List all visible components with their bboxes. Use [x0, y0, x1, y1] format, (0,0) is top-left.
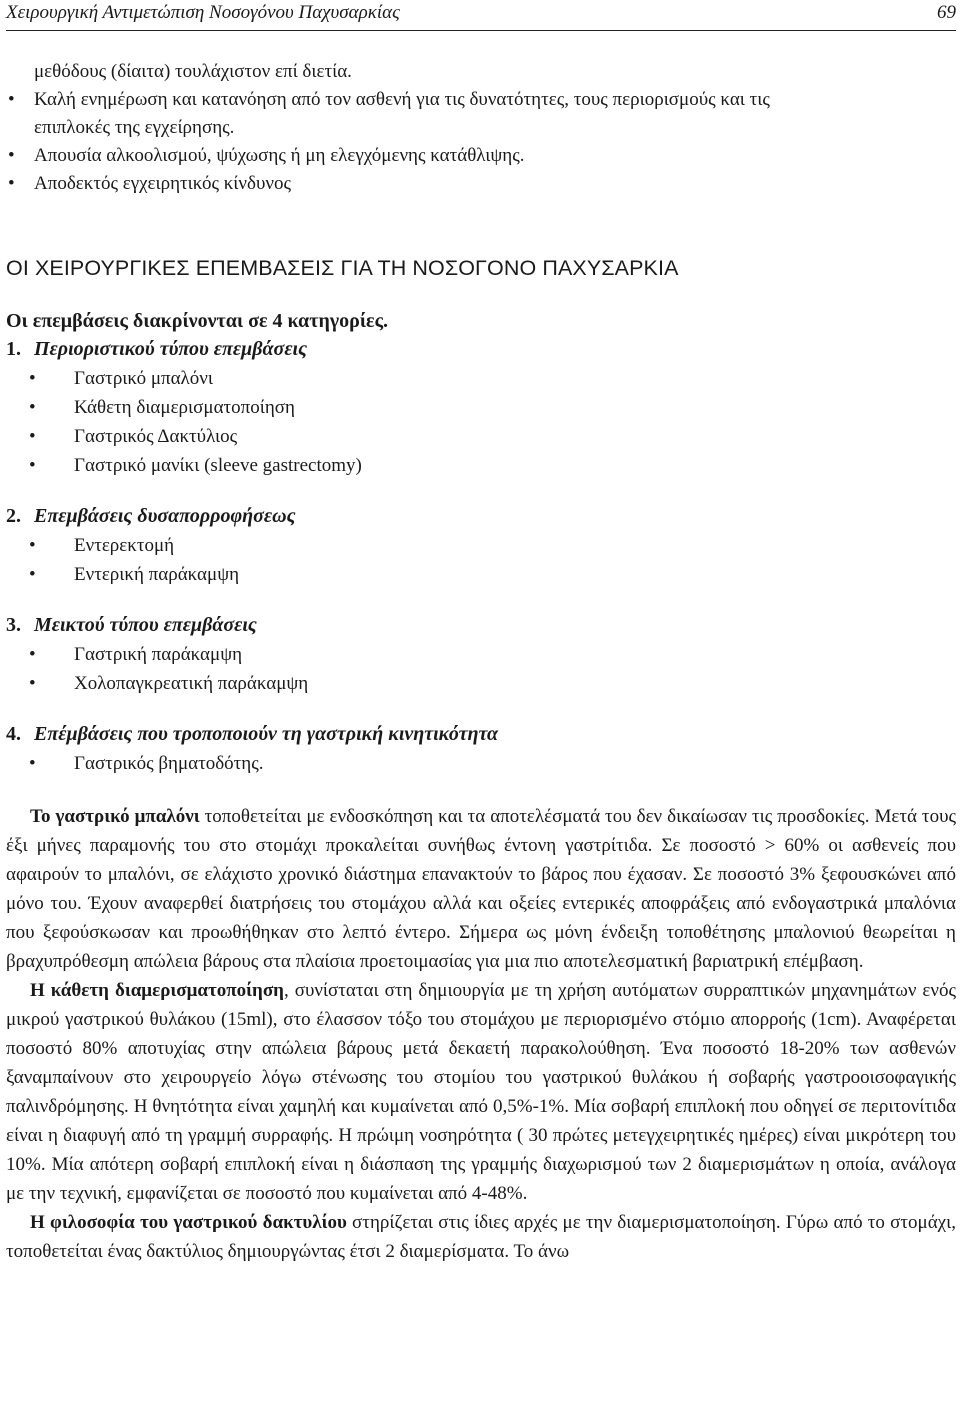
list-item-text: Γαστρικός Δακτύλιος — [74, 426, 238, 447]
category-3 — [6, 611, 956, 698]
list-item-text-continued: επιπλοκές της εγχείρησης. — [34, 117, 235, 138]
list-item — [6, 422, 956, 451]
bullet-icon: • — [29, 564, 36, 585]
continued-line: μεθόδους (δίαιτα) τουλάχιστον επί διετία. — [34, 61, 352, 82]
category-title-text: Περιοριστικού τύπου επεμβάσεις — [34, 338, 308, 360]
category-title-text: Μεικτού τύπου επεμβάσεις — [34, 614, 257, 636]
bullet-icon: • — [29, 535, 36, 556]
list-item — [6, 749, 956, 778]
list-item — [6, 393, 956, 422]
category-2 — [6, 502, 956, 589]
running-header — [6, 0, 956, 31]
category-title — [6, 335, 956, 364]
paragraph-lead: Η κάθετη διαμερισματοποίηση — [30, 980, 284, 1001]
bullet-icon: • — [8, 89, 15, 110]
category-4 — [6, 720, 956, 778]
list-item-text: Αποδεκτός εγχειρητικός κίνδυνος — [34, 173, 291, 194]
list-item-text: Απουσία αλκοολισμού, ψύχωσης ή μη ελεγχόμενης κατάθλιψης. — [34, 145, 525, 166]
category-number: 2. — [6, 505, 21, 527]
bullet-icon: • — [29, 368, 36, 389]
list-item-text: Εντερική παράκαμψη — [74, 564, 240, 585]
list-item — [6, 170, 956, 198]
bullet-icon: • — [29, 397, 36, 418]
bullet-icon: • — [29, 673, 36, 694]
list-item-text: Γαστρικό μανίκι (sleeve gastrectomy) — [74, 455, 362, 476]
list-item — [6, 364, 956, 393]
section-title: ΟΙ ΧΕΙΡΟΥΡΓΙΚΕΣ ΕΠΕΜΒΑΣΕΙΣ ΓΙΑ ΤΗ ΝΟΣΟΓΟΝΟ ΠΑΧΥΣΑΡΚΙΑ — [6, 256, 679, 280]
list-item-text: Εντερεκτομή — [74, 535, 175, 556]
bullet-icon: • — [8, 145, 15, 166]
paragraph-text: στηρίζεται στις ίδιες αρχές με την διαμερισματοποίηση. Γύρω από το στομάχι, τοποθετείται ένας δακτύλιος δημιουργώντας έτσι 2 διαμερίσματα. Το άνω — [6, 1212, 956, 1262]
bullet-icon: • — [29, 455, 36, 476]
bullet-icon: • — [8, 173, 15, 194]
categories-heading: Οι επεμβάσεις διακρίνονται σε 4 κατηγορίες. — [6, 310, 389, 332]
list-item-text: Κάθετη διαμερισματοποίηση — [74, 397, 295, 418]
paragraph-vertical-gastroplasty — [6, 976, 956, 1208]
category-title-text: Επέμβάσεις που τροποποιούν τη γαστρική κινητικότητα — [34, 723, 499, 745]
category-title — [6, 611, 956, 640]
paragraph-gastric-balloon — [6, 802, 956, 976]
list-item — [6, 640, 956, 669]
list-item-text: Γαστρικός βηματοδότης. — [74, 753, 264, 774]
bullet-icon: • — [29, 644, 36, 665]
list-item-text: Γαστρικό μπαλόνι — [74, 368, 213, 389]
paragraph-lead: Η φιλοσοφία του γαστρικού δακτυλίου — [30, 1212, 347, 1233]
page-number: 69 — [937, 2, 956, 23]
list-item — [6, 669, 956, 698]
category-title-text: Επεμβάσεις δυσαπορροφήσεως — [34, 505, 296, 527]
intro-list — [6, 58, 956, 198]
paragraph-gastric-band — [6, 1208, 956, 1266]
list-item — [6, 531, 956, 560]
list-item — [6, 142, 956, 170]
list-item-text: Χολοπαγκρεατική παράκαμψη — [74, 673, 309, 694]
paragraph-lead: Το γαστρικό μπαλόνι — [30, 806, 200, 827]
list-item — [6, 86, 956, 142]
bullet-icon: • — [29, 753, 36, 774]
category-1 — [6, 335, 956, 480]
category-number: 4. — [6, 723, 21, 745]
list-item-text: Γαστρική παράκαμψη — [74, 644, 243, 665]
running-header-title: Χειρουργική Αντιμετώπιση Νοσογόνου Παχυσαρκίας — [6, 2, 400, 23]
paragraph-text: , συνίσταται στη δημιουργία με τη χρήση αυτόματων συρραπτικών μηχανημάτων ενός μικρού γαστρικού θυλάκου (15ml), στο έλασσον τόξο του στομάχου με περιορισμένο στόμιο απορροής (1cm). Αναφέρεται ποσοστό 80% αποτυχίας στην απώλεια βάρους μετά δεκαετή παρακολούθηση. Ένα ποσοστό 18-20% των ασθενών ξαναμπαίνουν στο χειρουργείο λόγω στένωσης του στομίου του γαστρικού θυλάκου ή σοβαρής γαστροοισοφαγικής παλινδρόμησης. Η θνητότητα είναι χαμηλή και κυμαίνεται από 0,5%-1%. Μία σοβαρή επιπλοκή που οδηγεί σε περιτονίτιδα είναι η διαφυγή από τη γραμμή συρραφής. Η πρώιμη νοσηρότητα ( 30 πρώτες μετεγχειρητικές ημέρες) είναι μικρότερη του 10%. Μία απότερη σοβαρή επιπλοκή είναι η διάσπαση της γραμμής διαχωρισμού των 2 διαμερισμάτων η οποία, ανάλογα με την τεχνική, εμφανίζεται σε ποσοστό που κυμαίνεται από 4-48%. — [6, 980, 957, 1204]
list-item — [6, 451, 956, 480]
category-title — [6, 720, 956, 749]
category-title — [6, 502, 956, 531]
list-item-text: Καλή ενημέρωση και κατανόηση από τον ασθενή για τις δυνατότητες, τους περιορισμούς και τις — [34, 89, 770, 110]
bullet-icon: • — [29, 426, 36, 447]
category-number: 3. — [6, 614, 21, 636]
list-item — [6, 560, 956, 589]
category-number: 1. — [6, 338, 21, 360]
paragraph-text: τοποθετείται με ενδοσκόπηση και τα αποτελέσματά του δεν δικαίωσαν τις προσδοκίες. Μετά τους έξι μήνες παραμονής του στο στομάχι προκαλείται συνήθως έντονη γαστρίτιδα. Σε ποσοστό > 60% οι ασθενείς που αφαιρούν το μπαλόνι, σε ελάχιστο χρονικό διάστημα επανακτούν το βάρος που έχασαν. Σε ποσοστό 3% ξεφουσκώνει από μόνο του. Έχουν αναφερθεί διατρήσεις του στομάχου αλλά και οξείες εντερικές αποφράξεις από ενδογαστρικά μπαλόνια που ξεφούσκωσαν και προωθήθηκαν στο λεπτό έντερο. Σήμερα ως μόνη ένδειξη τοποθέτησης μπαλονιού θεωρείται η βραχυπρόθεσμη απώλεια βάρους στα πλαίσια προετοιμασίας για μια πιο αποτελεσματική βαριατρική επέμβαση. — [6, 806, 956, 972]
